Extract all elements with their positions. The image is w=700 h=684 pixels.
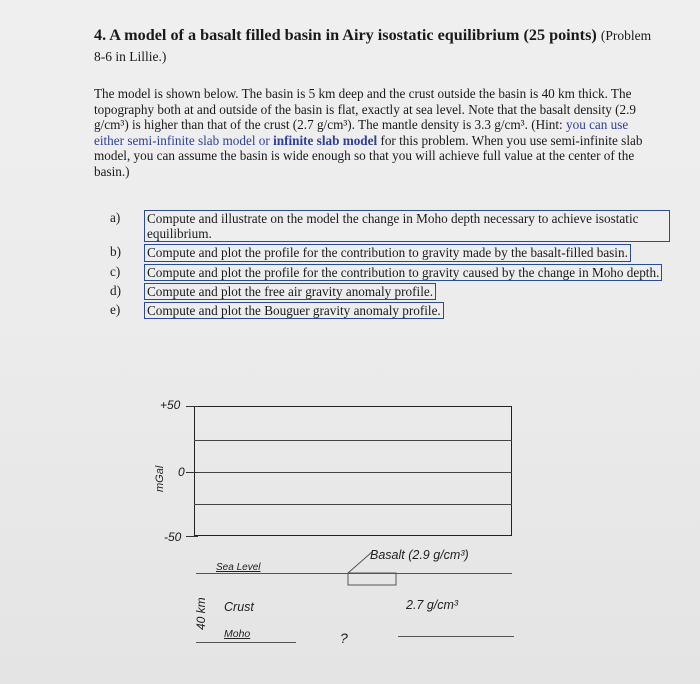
moho-line-left [196, 642, 296, 643]
task-text: Compute and plot the free air gravity anomaly profile. [144, 283, 436, 300]
hint-infinite-slab: infinite slab model [273, 132, 378, 148]
task-label: a) [110, 210, 121, 225]
task-item-c [110, 264, 670, 281]
crust-density-label: 2.7 g/cm³ [406, 598, 459, 612]
basin-outline [348, 573, 396, 585]
basalt-label: Basalt (2.9 g/cm³) [370, 548, 469, 562]
task-text: Compute and plot the profile for the contribution to gravity made by the basalt-filled basin. [144, 244, 631, 261]
y-tick [186, 472, 198, 473]
problem-title [94, 25, 654, 67]
description-text-1: The model is shown below. The basin is 5 km deep and the crust outside the basin is 40 km thick. The topography both at and outside of the basin is flat, exactly at sea level. Note that the basalt density (2.9 g/cm³) is higher than that of the crust (2.7 g/cm³). The mantle density is 3.3 g/cm³. (Hint: [94, 86, 637, 133]
zero-line [194, 472, 512, 473]
task-item-b [110, 244, 670, 261]
y-tick [186, 536, 198, 537]
y-tick-label-zero: 0 [178, 465, 185, 479]
problem-reference: (Problem 8-6 in Lillie.) [94, 28, 652, 64]
task-text: Compute and plot the profile for the contribution to gravity caused by the change in Moho depth. [144, 264, 662, 281]
problem-description [94, 86, 660, 180]
task-item-e [110, 302, 670, 319]
gravity-plot-area [194, 406, 512, 536]
grid-line [194, 504, 512, 505]
moho-line-right [398, 636, 514, 637]
task-text: Compute and plot the Bouguer gravity anomaly profile. [144, 302, 444, 319]
task-item-a [110, 210, 670, 242]
basalt-pointer [348, 552, 372, 573]
problem-heading: 4. A model of a basalt filled basin in Airy isostatic equilibrium (25 points) [94, 26, 597, 44]
crust-label: Crust [224, 600, 254, 614]
task-label: e) [110, 302, 121, 318]
y-tick [186, 406, 198, 407]
task-label: d) [110, 282, 121, 298]
crust-thickness-label: 40 km [194, 597, 208, 630]
task-label: b) [110, 244, 121, 260]
sea-level-label: Sea Level [216, 562, 261, 573]
task-label: c) [110, 263, 121, 279]
hint-text: you can use either semi-infinite slab model or [94, 117, 629, 148]
unknown-moho-depth: ? [340, 630, 348, 646]
y-tick-label-bottom: -50 [164, 530, 182, 544]
grid-line [194, 440, 512, 441]
task-list [110, 210, 670, 321]
moho-label: Moho [224, 628, 251, 640]
y-axis-unit: mGal [154, 465, 166, 492]
y-tick-label-top: +50 [160, 398, 181, 412]
description-text-2: for this problem. When you use semi-infinite slab model, you can assume the basin is wide enough so that you will achieve full value at the center of the basin.) [94, 132, 643, 179]
task-item-d [110, 283, 670, 300]
task-text: Compute and illustrate on the model the change in Moho depth necessary to achieve isostatic equilibrium. [144, 210, 670, 242]
